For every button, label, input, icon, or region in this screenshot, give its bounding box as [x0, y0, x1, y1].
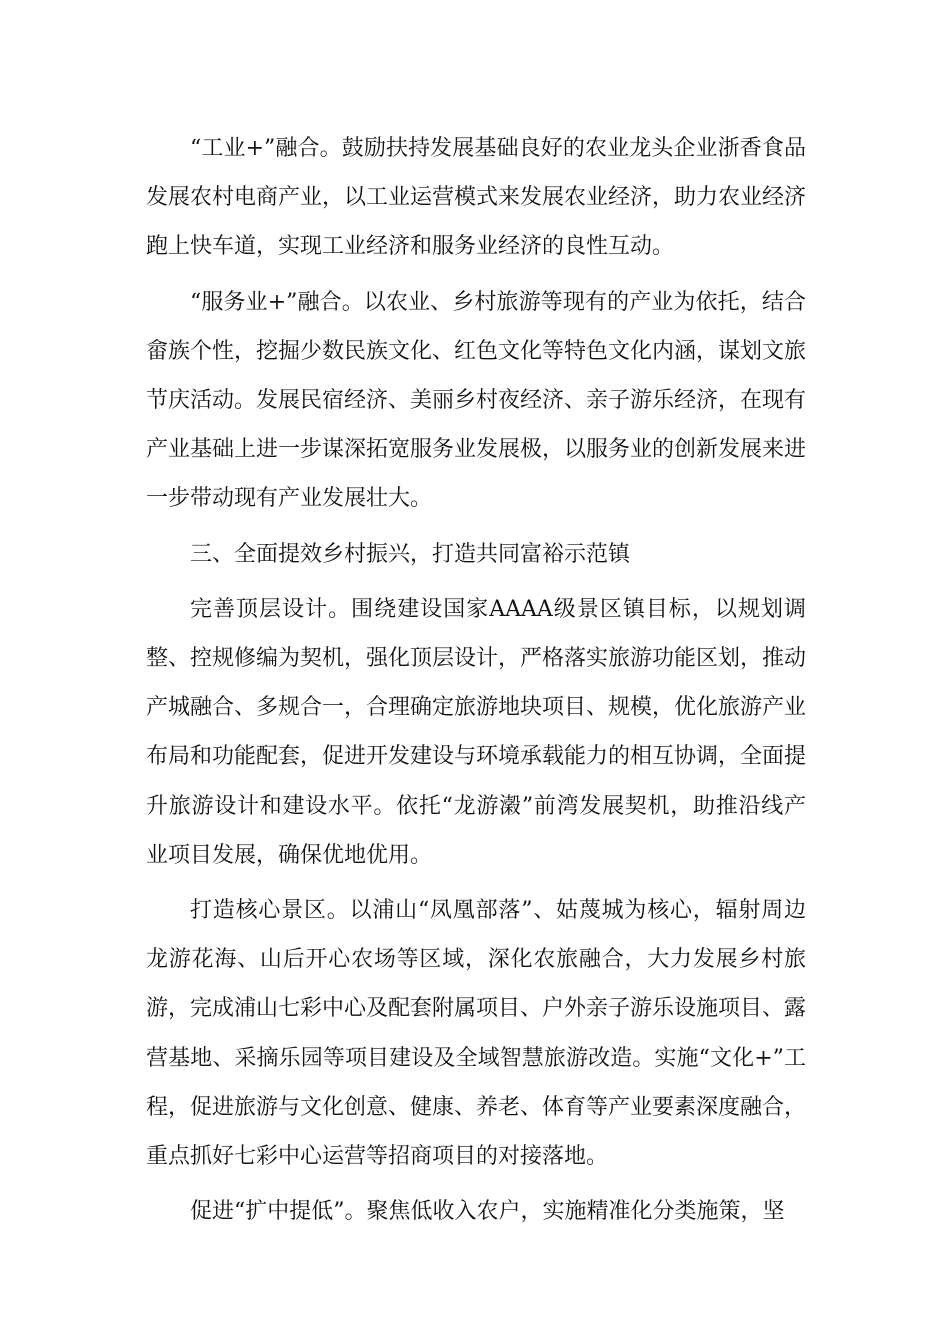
paragraph-service-plus: “服务业+”融合。以农业、乡村旅游等现有的产业为依托，结合畲族个性，挖掘少数民族文化、红色文化等特色文化内涵，谋划文旅节庆活动。发展民宿经济、美丽乡村夜经济、亲子游乐经济，在现有产业基础上进一步谋深拓宽服务业发展极，以服务业的创新发展来进一步带动现有产业发展壮大。 [146, 289, 807, 512]
paragraph-top-level-design: 完善顶层设计。围绕建设国家AAAA级景区镇目标，以规划调整、控规修编为契机，强化顶层设计，严格落实旅游功能区划，推动产城融合、多规合一，合理确定旅游地块项目、规模，优化旅游产业布局和功能配套，促进开发建设与环境承载能力的相互协调，全面提升旅游设计和建设水平。依托“龙游濲”前湾发展契机，助推沿线产业项目发展，确保优地优用。 [146, 596, 807, 868]
paragraph-expand-middle-income: 促进“扩中提低”。聚焦低收入农户，实施精准化分类施策，坚 [190, 1199, 785, 1225]
document-body [146, 124, 806, 1242]
section-heading-rural-revitalization: 三、全面提效乡村振兴，打造共同富裕示范镇 [190, 541, 631, 567]
paragraph-core-scenic-area: 打造核心景区。以浦山“凤凰部落”、姑蔑城为核心，辐射周边龙游花海、山后开心农场等区域，深化农旅融合，大力发展乡村旅游，完成浦山七彩中心及配套附属项目、户外亲子游乐设施项目、露营基地、采摘乐园等项目建设及全域智慧旅游改造。实施“文化+”工程，促进旅游与文化创意、健康、养老、体育等产业要素深度融合，重点抓好七彩中心运营等招商项目的对接落地。 [146, 898, 807, 1170]
paragraph-industry-plus: “工业+”融合。鼓励扶持发展基础良好的农业龙头企业浙香食品发展农村电商产业，以工业运营模式来发展农业经济，助力农业经济跑上快车道，实现工业经济和服务业经济的良性互动。 [146, 136, 807, 260]
